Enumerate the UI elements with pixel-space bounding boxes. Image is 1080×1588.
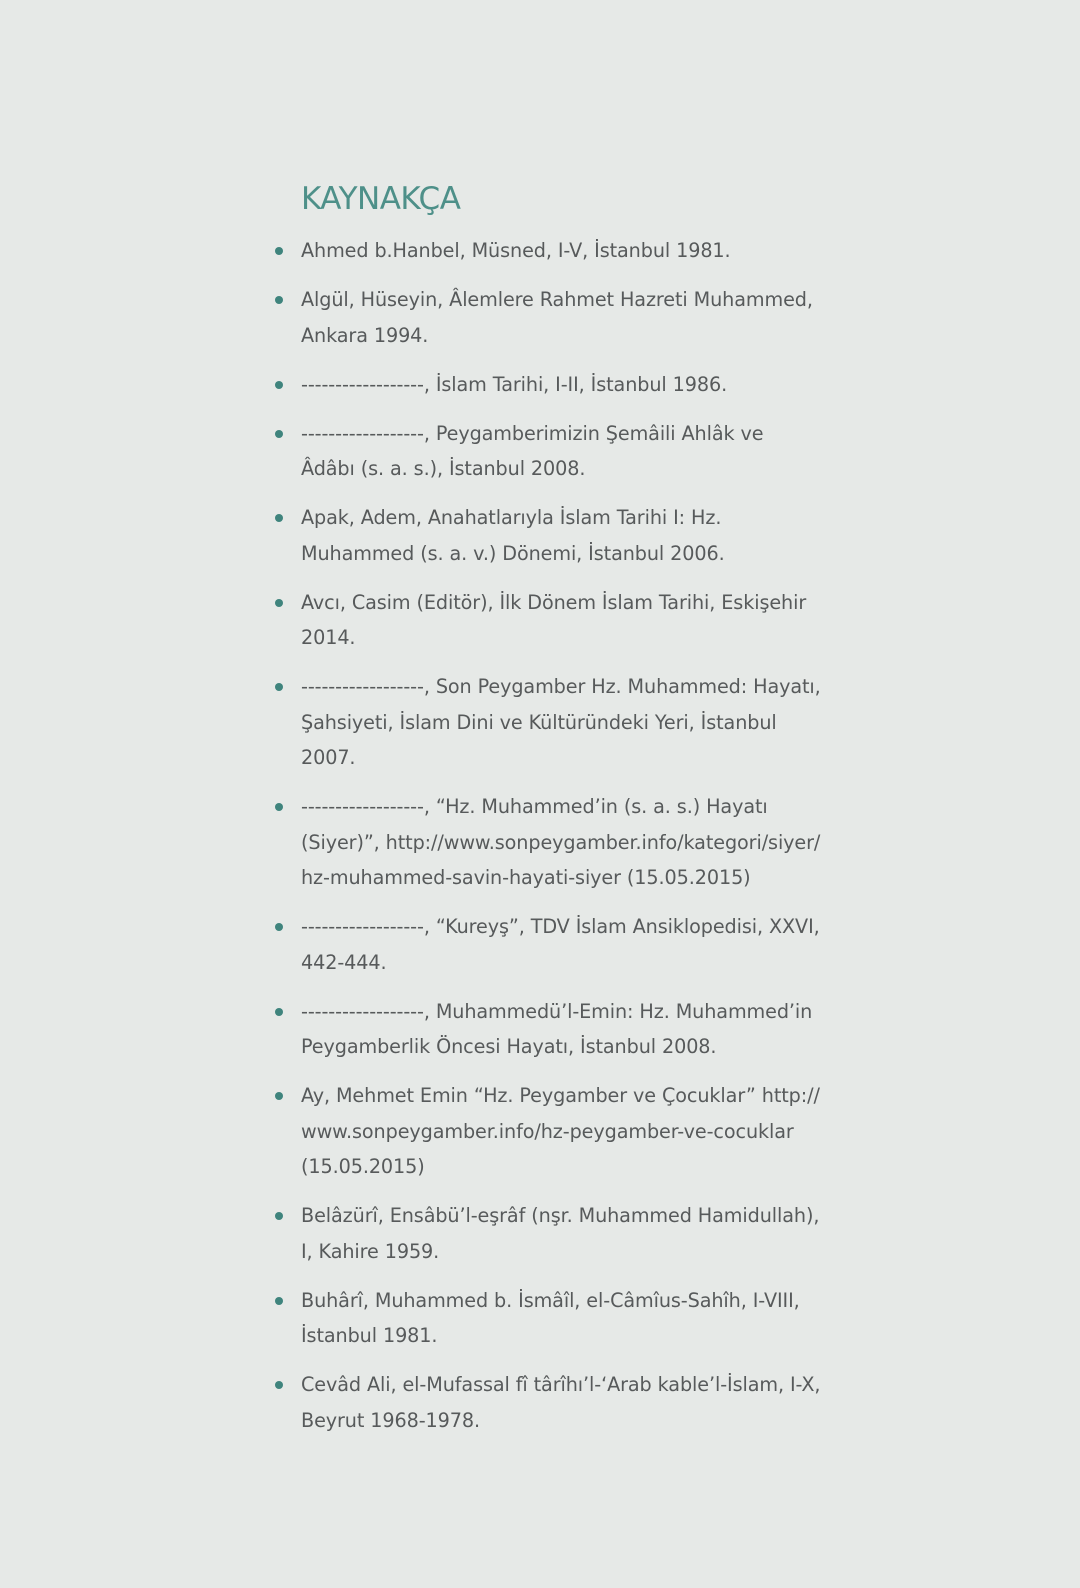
reference-text: ------------------, Son Peygamber Hz. Muhammed: Hayatı, Şahsiyeti, İslam Dini ve Kültüründeki Yeri, İstanbul 2007. [301,675,821,769]
list-item [0,789,821,896]
list-item [0,994,821,1065]
reference-text: Ay, Mehmet Emin “Hz. Peygamber ve Çocuklar” http:// www.sonpeygamber.info/hz-peygamber-ve-cocuklar (15.05.2015) [301,1084,820,1178]
reference-text: Apak, Adem, Anahatlarıyla İslam Tarihi I: Hz. Muhammed (s. a. v.) Dönemi, İstanbul 2006. [301,506,725,565]
reference-text: ------------------, “Kureyş”, TDV İslam Ansiklopedisi, XXVI, 442-444. [301,915,820,974]
list-item [0,669,821,776]
reference-text: ------------------, İslam Tarihi, I-II, İstanbul 1986. [301,372,728,396]
bullet-icon [275,296,283,304]
list-item [0,1078,821,1185]
list-item [0,1198,821,1269]
list-item [0,282,821,353]
reference-text: ------------------, “Hz. Muhammed’in (s. a. s.) Hayatı (Siyer)”, http://www.sonpeygamber.info/kategori/siyer/ hz-muhammed-savin-hayati-siyer (15.05.2015) [301,795,821,889]
bullet-icon [275,514,283,522]
bullet-icon [275,599,283,607]
reference-text: Algül, Hüseyin, Âlemlere Rahmet Hazreti Muhammed, Ankara 1994. [301,288,813,347]
list-item [0,233,821,269]
list-item [0,585,821,656]
reference-list [0,233,1080,1452]
bullet-icon [275,247,283,255]
bullet-icon [275,1381,283,1389]
bullet-icon [275,803,283,811]
bullet-icon [275,381,283,389]
reference-text: Buhârî, Muhammed b. İsmâîl, el-Câmîus-Sahîh, I-VIII, İstanbul 1981. [301,1288,800,1347]
reference-text: Belâzürî, Ensâbü’l-eşrâf (nşr. Muhammed Hamidullah), I, Kahire 1959. [301,1204,820,1263]
bullet-icon [275,1008,283,1016]
bullet-icon [275,1212,283,1220]
reference-text: Ahmed b.Hanbel, Müsned, I-V, İstanbul 1981. [301,239,731,262]
page-title: KAYNAKÇA [301,181,461,217]
list-item [0,367,821,403]
list-item [0,416,821,487]
reference-text: ------------------, Muhammedü’l-Emin: Hz. Muhammed’in Peygamberlik Öncesi Hayatı, İstanbul 2008. [301,999,813,1058]
bullet-icon [275,430,283,438]
list-item [0,500,821,571]
bullet-icon [275,1092,283,1100]
bullet-icon [275,923,283,931]
list-item [0,909,821,980]
list-item [0,1283,821,1354]
bullet-icon [275,683,283,691]
reference-text: Cevâd Ali, el-Mufassal fî târîhı’l-‘Arab kable’l-İslam, I-X, Beyrut 1968-1978. [301,1373,821,1432]
reference-text: Avcı, Casim (Editör), İlk Dönem İslam Tarihi, Eskişehir 2014. [301,590,807,649]
reference-text: ------------------, Peygamberimizin Şemâili Ahlâk ve Âdâbı (s. a. s.), İstanbul 2008. [301,421,764,480]
list-item [0,1367,821,1438]
bullet-icon [275,1297,283,1305]
